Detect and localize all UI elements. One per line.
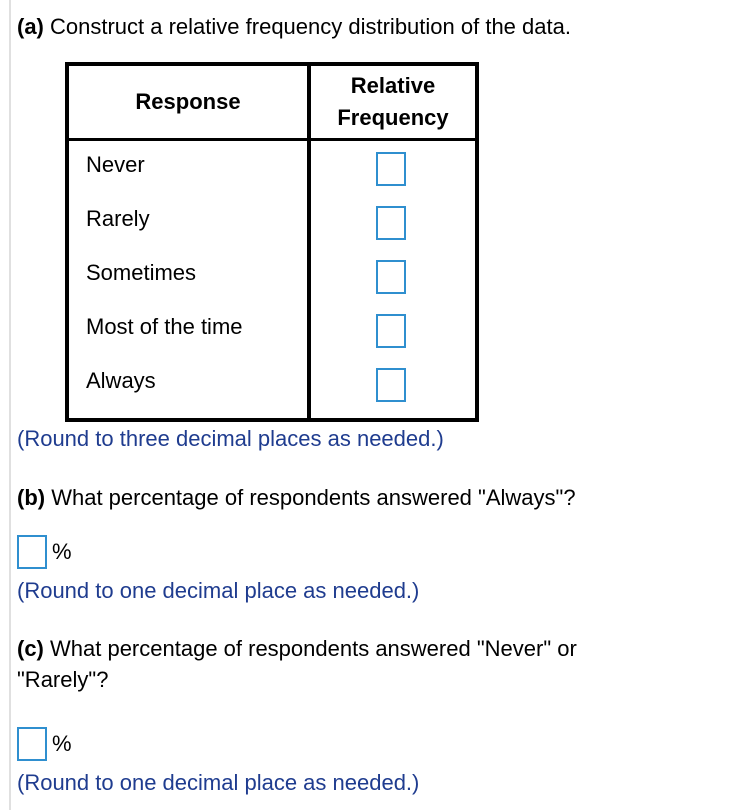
- relfreq-input-always[interactable]: [376, 368, 406, 402]
- part-a-rounding-hint: (Round to three decimal places as needed.): [17, 426, 444, 451]
- part-c-percent-input[interactable]: [17, 727, 47, 761]
- row-label-most-of-the-time: Most of the time: [86, 314, 243, 339]
- row-label-never: Never: [86, 152, 145, 177]
- row-label-always: Always: [86, 368, 156, 393]
- relative-frequency-table: [65, 62, 479, 422]
- header-relative-frequency-line1: Relative: [350, 73, 436, 98]
- relfreq-input-never[interactable]: [376, 152, 406, 186]
- part-b-question: [17, 483, 576, 513]
- part-c-percent-sign: %: [52, 731, 72, 756]
- part-b-text: What percentage of respondents answered "Always"?: [45, 485, 576, 510]
- table-header-divider: [69, 138, 475, 141]
- row-label-sometimes: Sometimes: [86, 260, 197, 285]
- relfreq-input-most-of-the-time[interactable]: [376, 314, 406, 348]
- relfreq-input-rarely[interactable]: [376, 206, 406, 240]
- part-b-percent-sign: %: [52, 539, 72, 564]
- part-b-rounding-hint: (Round to one decimal place as needed.): [17, 578, 420, 603]
- header-relative-frequency-line2: Frequency: [337, 105, 449, 130]
- part-c-letter: (c): [17, 636, 44, 661]
- part-a-text: Construct a relative frequency distribution of the data.: [43, 14, 571, 39]
- part-b-percent-input[interactable]: [17, 535, 47, 569]
- part-c-rounding-hint: (Round to one decimal place as needed.): [17, 770, 420, 795]
- part-a-letter: (a): [17, 14, 44, 39]
- part-a-question: [17, 12, 571, 42]
- part-c-text-line1: What percentage of respondents answered "Never" or: [43, 636, 577, 661]
- relfreq-input-sometimes[interactable]: [376, 260, 406, 294]
- part-c-question: [17, 634, 577, 664]
- header-response: Response: [135, 89, 241, 114]
- part-c-question-line2: "Rarely"?: [17, 667, 109, 692]
- row-label-rarely: Rarely: [86, 206, 150, 231]
- header-relative-frequency: [311, 70, 475, 134]
- part-b-letter: (b): [17, 485, 46, 510]
- left-border-rule: [9, 0, 11, 810]
